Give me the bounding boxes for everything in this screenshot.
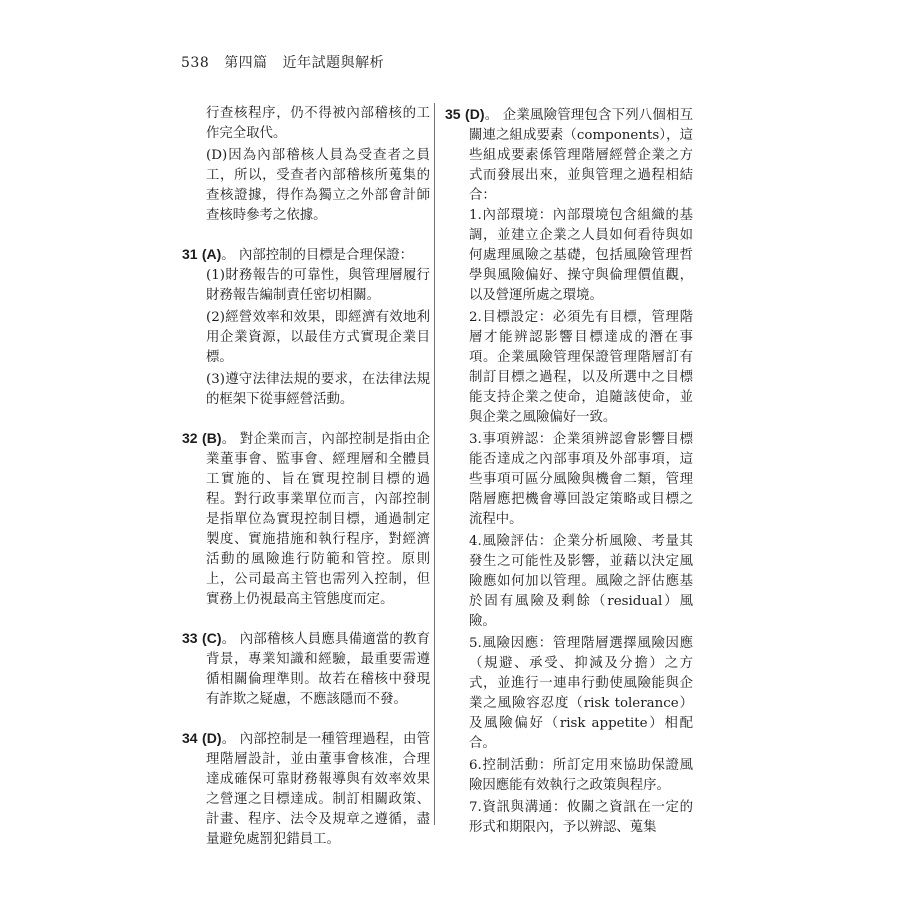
answer-choice: (D) [202, 730, 222, 746]
component-item: 2.目標設定：必須先有目標，管理階層才能辨認影響目標達成的潛在事項。企業風險管理保證管理階層訂有制訂目標之過程，以及所選中之目標能支持企業之使命，追隨該使命，並與企業之風險偏好一致。 [469, 310, 693, 425]
answer-text: 內部控制是一種管理過程，由管理階層設計，並由董事會核准，合理達成確保可靠財務報導與有效率效果之營運之目標達成。制訂相關政策、計畫、程序、法令及規章之遵循，盡量避免處罰犯錯員工。 [206, 732, 430, 847]
answer-item: (2)經營效率和效果，即經濟有效地利用企業資源，以最佳方式實現企業目標。 [206, 310, 430, 365]
answer-mark: 。 [484, 108, 499, 123]
component-item: 6.控制活動：所訂定用來協助保證風險因應能有效執行之政策與程序。 [469, 758, 693, 793]
component-item: 1.內部環境：內部環境包含組織的基調，並建立企業之人員如何看待與如何處理風險之基礎，包括風險管理哲學與風險偏好、操守與倫理價值觀，以及營運所處之環境。 [469, 208, 693, 303]
page-number: 538 [181, 55, 210, 71]
left-column [182, 104, 430, 850]
answer-text: 企業風險管理包含下列八個相互關連之組成要素（components），這些組成要素係管理階層經營企業之方式而發展出來，並與管理之過程相結合： [469, 108, 693, 203]
question-number: 35 [445, 106, 461, 122]
component-item: 7.資訊與溝通：攸關之資訊在一定的形式和期限內，予以辨認、蒐集 [469, 800, 693, 835]
answer-text: 內部稽核人員應具備適當的教育背景，專業知識和經驗，最重要需遵循相關倫理準則。故若在稽核中發現有詐欺之疑慮，不應該隱而不發。 [206, 632, 430, 707]
answer-block-31 [182, 244, 430, 410]
column-divider [434, 103, 435, 825]
answer-block-34 [182, 728, 430, 850]
answer-block-32 [182, 428, 430, 610]
answer-text: 對企業而言，內部控制是指由企業董事會、監事會、經理層和全體員工實施的、旨在實現控制目標的過程。對行政事業單位而言，內部控制是指單位為實現控制目標，通過制定製度、實施措施和執行程序，對經濟活動的風險進行防範和管控。原則上，公司最高主管也需列入控制，但實務上仍視最高主管態度而定。 [206, 432, 430, 607]
answer-choice: (B) [202, 430, 222, 446]
question-number: 34 [182, 730, 198, 746]
answer-mark: 。 [221, 732, 236, 747]
component-item: 5.風險因應：管理階層選擇風險因應（規避、承受、抑減及分擔）之方式，並進行一連串行動使風險能與企業之風險容忍度（risk tolerance）及風險偏好（risk appetite）相配合。 [469, 636, 693, 751]
answer-choice: (D) [465, 106, 485, 122]
answer-mark: 。 [221, 632, 236, 647]
answer-block-33 [182, 628, 430, 710]
section-title: 近年試題與解析 [282, 55, 385, 71]
part-title: 第四篇 [224, 55, 268, 71]
answer-choice: (C) [202, 630, 222, 646]
answer-mark: 。 [221, 248, 235, 263]
question-number: 33 [182, 630, 198, 646]
component-item: 3.事項辨認：企業須辨認會影響目標能否達成之內部事項及外部事項，這些事項可區分風險與機會二類，管理階層應把機會導回設定策略或目標之流程中。 [469, 432, 693, 527]
component-item: 4.風險評估：企業分析風險、考量其發生之可能性及影響，並藉以決定風險應如何加以管理。風險之評估應基於固有風險及剩餘（residual）風險。 [469, 534, 693, 629]
right-column [445, 104, 693, 838]
answer-item: (3)遵守法律法規的要求，在法律法規的框架下從事經營活動。 [206, 372, 430, 407]
question-number: 32 [182, 430, 198, 446]
continuation-paragraph: 行查核程序，仍不得被內部稽核的工作完全取代。 [206, 106, 430, 141]
answer-item: (1)財務報告的可靠性，與管理層履行財務報告編制責任密切相關。 [206, 268, 430, 303]
answer-block-35 [445, 104, 693, 838]
answer-choice: (A) [201, 246, 222, 262]
continuation-paragraph: (D)因為內部稽核人員為受查者之員工，所以，受查者內部稽核所蒐集的查核證據，得作為獨立之外部會計師查核時參考之依據。 [206, 148, 430, 223]
answer-text: 內部控制的目標是合理保證： [238, 248, 414, 263]
answer-mark: 。 [221, 432, 236, 447]
running-header [181, 52, 394, 72]
question-number: 31 [182, 246, 198, 262]
